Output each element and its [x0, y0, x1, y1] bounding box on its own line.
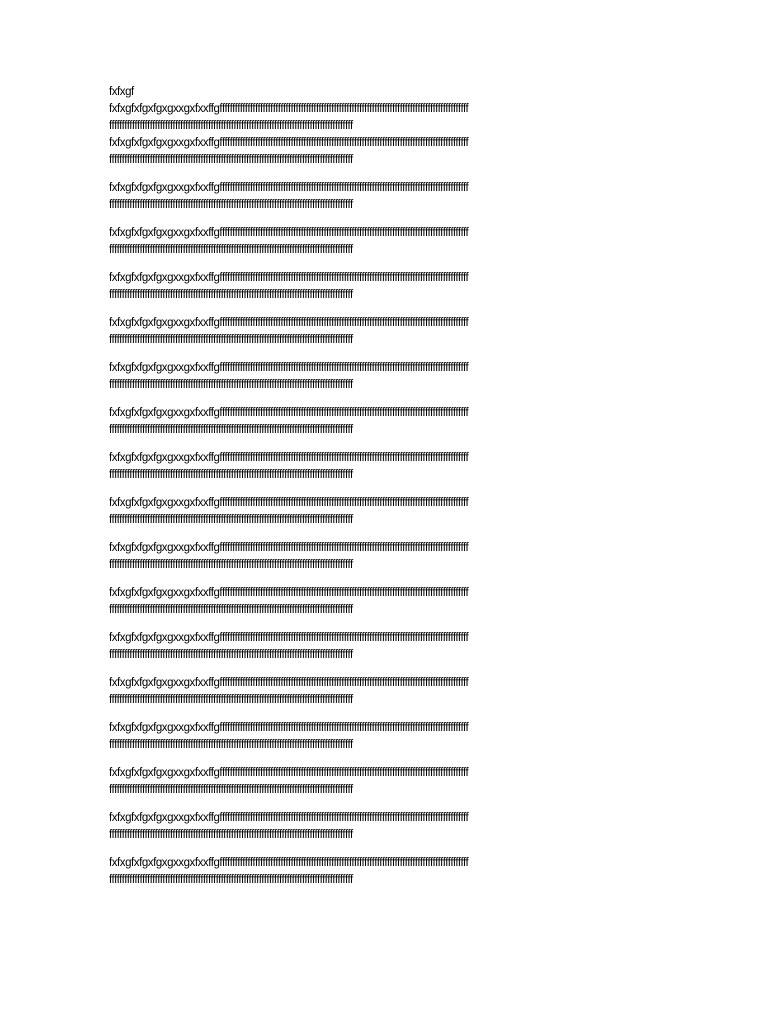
paragraph	[109, 180, 669, 214]
text-line: ffffffffffffffffffffffffffffffffffffffffffffffffffffffffffffffffffffffffffffffffffffffffffffffff	[109, 424, 353, 436]
paragraph	[109, 225, 669, 259]
text-line: ffffffffffffffffffffffffffffffffffffffffffffffffffffffffffffffffffffffffffffffffffffffffffffffff	[109, 784, 353, 796]
text-line: ffffffffffffffffffffffffffffffffffffffffffffffffffffffffffffffffffffffffffffffffffffffffffffffff	[109, 559, 353, 571]
text-line: ffffffffffffffffffffffffffffffffffffffffffffffffffffffffffffffffffffffffffffffffffffffffffffffff	[109, 604, 353, 616]
text-line: ffffffffffffffffffffffffffffffffffffffffffffffffffffffffffffffffffffffffffffffffffffffffffffffff	[109, 289, 353, 301]
text-line: ffffffffffffffffffffffffffffffffffffffffffffffffffffffffffffffffffffffffffffffffffffffffffffffff	[109, 739, 353, 751]
text-line: fxfxgfxfgxfgxgxxgxfxxffgffffffffffffffffffffffffffffffffffffffffffffffffffffffffffffffffffffffffffffffffffffffffffffffffff	[109, 103, 469, 115]
text-line: fxfxgfxfgxfgxgxxgxfxxffgffffffffffffffffffffffffffffffffffffffffffffffffffffffffffffffffffffffffffffffffffffffffffffffffff	[109, 497, 469, 509]
paragraph	[109, 855, 669, 889]
text-line: ffffffffffffffffffffffffffffffffffffffffffffffffffffffffffffffffffffffffffffffffffffffffffffffff	[109, 874, 353, 886]
document-body	[109, 84, 669, 889]
text-line: ffffffffffffffffffffffffffffffffffffffffffffffffffffffffffffffffffffffffffffffffffffffffffffffff	[109, 829, 353, 841]
text-line: fxfxgfxfgxfgxgxxgxfxxffgffffffffffffffffffffffffffffffffffffffffffffffffffffffffffffffffffffffffffffffffffffffffffffffffff	[109, 677, 469, 689]
text-line: ffffffffffffffffffffffffffffffffffffffffffffffffffffffffffffffffffffffffffffffffffffffffffffffff	[109, 469, 353, 481]
text-line: fxfxgfxfgxfgxgxxgxfxxffgffffffffffffffffffffffffffffffffffffffffffffffffffffffffffffffffffffffffffffffffffffffffffffffffff	[109, 857, 469, 869]
paragraph	[109, 101, 669, 135]
paragraph	[109, 450, 669, 484]
text-line: fxfxgfxfgxfgxgxxgxfxxffgffffffffffffffffffffffffffffffffffffffffffffffffffffffffffffffffffffffffffffffffffffffffffffffffff	[109, 632, 469, 644]
text-line: fxfxgfxfgxfgxgxxgxfxxffgffffffffffffffffffffffffffffffffffffffffffffffffffffffffffffffffffffffffffffffffffffffffffffffffff	[109, 542, 469, 554]
paragraph	[109, 135, 669, 169]
paragraph	[109, 270, 669, 304]
paragraph	[109, 630, 669, 664]
text-line: ffffffffffffffffffffffffffffffffffffffffffffffffffffffffffffffffffffffffffffffffffffffffffffffff	[109, 244, 353, 256]
text-line: ffffffffffffffffffffffffffffffffffffffffffffffffffffffffffffffffffffffffffffffffffffffffffffffff	[109, 199, 353, 211]
text-line: fxfxgfxfgxfgxgxxgxfxxffgffffffffffffffffffffffffffffffffffffffffffffffffffffffffffffffffffffffffffffffffffffffffffffffffff	[109, 812, 469, 824]
text-line: ffffffffffffffffffffffffffffffffffffffffffffffffffffffffffffffffffffffffffffffffffffffffffffffff	[109, 649, 353, 661]
text-line: ffffffffffffffffffffffffffffffffffffffffffffffffffffffffffffffffffffffffffffffffffffffffffffffff	[109, 334, 353, 346]
text-line: fxfxgfxfgxfgxgxxgxfxxffgffffffffffffffffffffffffffffffffffffffffffffffffffffffffffffffffffffffffffffffffffffffffffffffffff	[109, 587, 469, 599]
text-line: fxfxgfxfgxfgxgxxgxfxxffgffffffffffffffffffffffffffffffffffffffffffffffffffffffffffffffffffffffffffffffffffffffffffffffffff	[109, 317, 469, 329]
text-line: ffffffffffffffffffffffffffffffffffffffffffffffffffffffffffffffffffffffffffffffffffffffffffffffff	[109, 154, 353, 166]
paragraph	[109, 585, 669, 619]
text-line: fxfxgfxfgxfgxgxxgxfxxffgffffffffffffffffffffffffffffffffffffffffffffffffffffffffffffffffffffffffffffffffffffffffffffffffff	[109, 767, 469, 779]
text-line: ffffffffffffffffffffffffffffffffffffffffffffffffffffffffffffffffffffffffffffffffffffffffffffffff	[109, 120, 353, 132]
text-line: fxfxgfxfgxfgxgxxgxfxxffgffffffffffffffffffffffffffffffffffffffffffffffffffffffffffffffffffffffffffffffffffffffffffffffffff	[109, 182, 469, 194]
paragraph-title	[109, 84, 669, 101]
paragraph	[109, 405, 669, 439]
paragraph	[109, 720, 669, 754]
paragraph	[109, 675, 669, 709]
text-line: ffffffffffffffffffffffffffffffffffffffffffffffffffffffffffffffffffffffffffffffffffffffffffffffff	[109, 514, 353, 526]
text-line: ffffffffffffffffffffffffffffffffffffffffffffffffffffffffffffffffffffffffffffffffffffffffffffffff	[109, 694, 353, 706]
title-line: fxfxgf	[109, 86, 134, 98]
text-line: fxfxgfxfgxfgxgxxgxfxxffgffffffffffffffffffffffffffffffffffffffffffffffffffffffffffffffffffffffffffffffffffffffffffffffffff	[109, 362, 469, 374]
paragraph	[109, 315, 669, 349]
text-line: fxfxgfxfgxfgxgxxgxfxxffgffffffffffffffffffffffffffffffffffffffffffffffffffffffffffffffffffffffffffffffffffffffffffffffffff	[109, 722, 469, 734]
paragraph	[109, 810, 669, 844]
text-line: fxfxgfxfgxfgxgxxgxfxxffgffffffffffffffffffffffffffffffffffffffffffffffffffffffffffffffffffffffffffffffffffffffffffffffffff	[109, 407, 469, 419]
text-line: ffffffffffffffffffffffffffffffffffffffffffffffffffffffffffffffffffffffffffffffffffffffffffffffff	[109, 379, 353, 391]
text-line: fxfxgfxfgxfgxgxxgxfxxffgffffffffffffffffffffffffffffffffffffffffffffffffffffffffffffffffffffffffffffffffffffffffffffffffff	[109, 452, 469, 464]
paragraph	[109, 540, 669, 574]
text-line: fxfxgfxfgxfgxgxxgxfxxffgffffffffffffffffffffffffffffffffffffffffffffffffffffffffffffffffffffffffffffffffffffffffffffffffff	[109, 272, 469, 284]
paragraph	[109, 360, 669, 394]
paragraph	[109, 495, 669, 529]
paragraph	[109, 765, 669, 799]
text-line: fxfxgfxfgxfgxgxxgxfxxffgffffffffffffffffffffffffffffffffffffffffffffffffffffffffffffffffffffffffffffffffffffffffffffffffff	[109, 137, 469, 149]
text-line: fxfxgfxfgxfgxgxxgxfxxffgffffffffffffffffffffffffffffffffffffffffffffffffffffffffffffffffffffffffffffffffffffffffffffffffff	[109, 227, 469, 239]
